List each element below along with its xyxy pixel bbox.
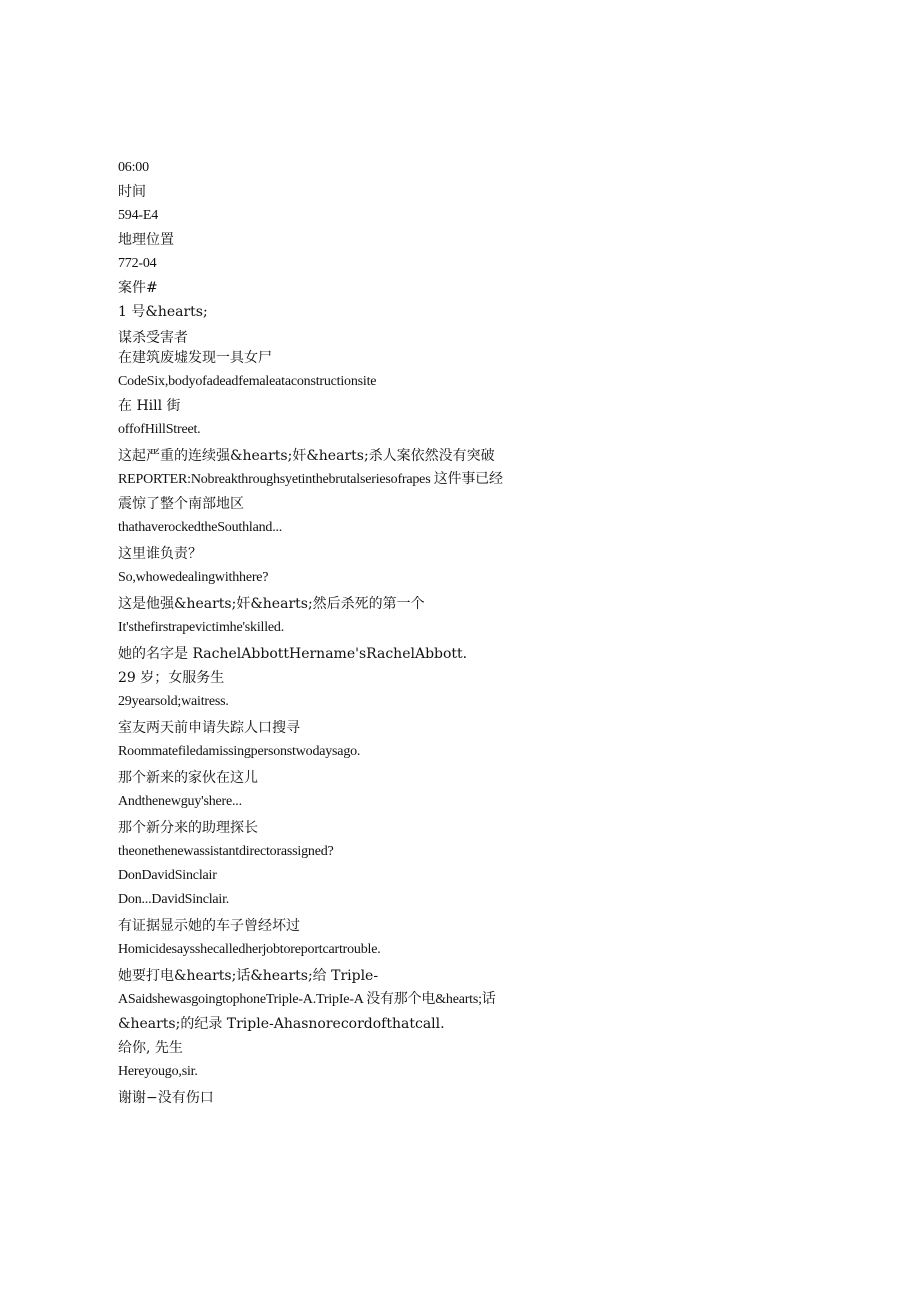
subtitle-line: Homicidesaysshecalledherjobtoreportcartrouble. bbox=[118, 942, 381, 957]
subtitle-line: Roommatefiledamissingpersonstwodaysago. bbox=[118, 744, 361, 759]
subtitle-line: 她要打电&hearts;话&hearts;给 Triple- bbox=[118, 968, 379, 984]
subtitle-line: 震惊了整个南部地区 bbox=[118, 496, 244, 512]
subtitle-line: 这起严重的连续强&hearts;奸&hearts;杀人案依然没有突破 bbox=[118, 448, 495, 464]
subtitle-line: 这里谁负责？ bbox=[118, 546, 202, 562]
subtitle-line: 有证据显示她的车子曾经坏过 bbox=[118, 918, 300, 934]
subtitle-line: thathaverockedtheSouthland... bbox=[118, 520, 283, 535]
subtitle-line: 谢谢−没有伤口 bbox=[118, 1090, 214, 1106]
subtitle-line: &hearts;的纪录 Triple-Ahasnorecordofthatcall. bbox=[118, 1016, 445, 1032]
subtitle-line: 给你, 先生 bbox=[118, 1040, 183, 1056]
subtitle-line: theonethenewassistantdirectorassigned? bbox=[118, 844, 334, 859]
subtitle-line: Don...DavidSinclair. bbox=[118, 892, 230, 907]
location-label: 地理位置 bbox=[118, 232, 174, 248]
case-number-line: 1 号&hearts; bbox=[118, 304, 208, 320]
case-value: 772-04 bbox=[118, 256, 157, 271]
time-label: 时间 bbox=[118, 184, 146, 200]
subtitle-line: 她的名字是 RachelAbbottHername'sRachelAbbott. bbox=[118, 646, 468, 662]
subtitle-line: ASaidshewasgoingtophoneTriple-A.TripIe-A 没有那个电&hearts;话 bbox=[118, 992, 496, 1007]
subtitle-line: offofHillStreet. bbox=[118, 422, 201, 437]
subtitle-line: 在 Hill 街 bbox=[118, 398, 181, 414]
subtitle-line: REPORTER:Nobreakthroughsyetinthebrutalseriesofrapes 这件事已经 bbox=[118, 472, 503, 487]
subtitle-line: It'sthefirstrapevictimhe'skilled. bbox=[118, 620, 285, 635]
case-label: 案件# bbox=[118, 280, 158, 296]
subtitle-line: CodeSix,bodyofadeadfemaleataconstructionsite bbox=[118, 374, 377, 389]
document-body bbox=[118, 158, 598, 1108]
subtitle-line: 室友两天前申请失踪人口搜寻 bbox=[118, 720, 300, 736]
subtitle-line: 在建筑废墟发现一具女尸 bbox=[118, 350, 272, 366]
subtitle-line: 那个新分来的助理探长 bbox=[118, 820, 258, 836]
location-value: 594-E4 bbox=[118, 208, 159, 223]
subtitle-line: 29 岁；女服务生 bbox=[118, 670, 225, 686]
subtitle-line: 这是他强&hearts;奸&hearts;然后杀死的第一个 bbox=[118, 596, 425, 612]
time-value: 06:00 bbox=[118, 160, 149, 175]
subtitle-line: 谋杀受害者 bbox=[118, 330, 188, 346]
subtitle-line: DonDavidSinclair bbox=[118, 868, 217, 883]
subtitle-line: Hereyougo,sir. bbox=[118, 1064, 198, 1079]
subtitle-line: So,whowedealingwithhere? bbox=[118, 570, 269, 585]
subtitle-line: Andthenewguy'shere... bbox=[118, 794, 242, 809]
subtitle-line: 29yearsold;waitress. bbox=[118, 694, 229, 709]
subtitle-line: 那个新来的家伙在这儿 bbox=[118, 770, 258, 786]
